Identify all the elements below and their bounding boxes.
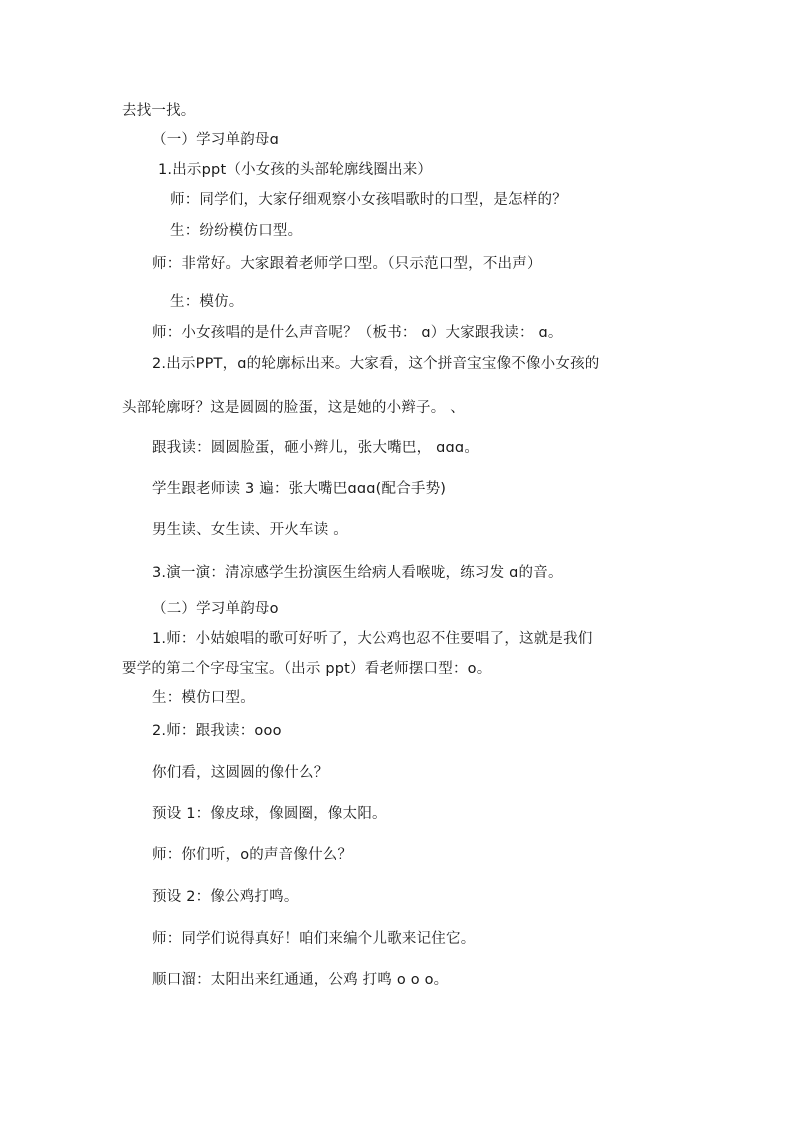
text-line: 师：你们听，o的声音像什么？ [152, 847, 353, 863]
text-line: 跟我读：圆圆脸蛋，砸小辫儿，张大嘴巴， ɑɑɑ。 [152, 440, 480, 456]
text-line: 师：小女孩唱的是什么声音呢？（板书： ɑ）大家跟我读： ɑ。 [152, 325, 563, 341]
text-line: 生：模仿口型。 [152, 690, 255, 706]
text-line: 学生跟老师读 3 遍：张大嘴巴ɑɑɑ(配合手势) [152, 481, 447, 497]
text-line: 师：非常好。大家跟着老师学口型。（只示范口型，不出声） [152, 256, 542, 272]
section-heading-o: （二）学习单韵母o [152, 601, 279, 617]
text-line: 3.演一演：清凉感学生扮演医生给病人看喉咙，练习发 ɑ的音。 [152, 565, 563, 581]
section-heading-a: （一）学习单韵母ɑ [152, 132, 280, 148]
text-line: 顺口溜：太阳出来红通通，公鸡 打鸣 o o o。 [152, 972, 449, 988]
text-line: 2.出示PPT，ɑ的轮廓标出来。大家看，这个拼音宝宝像不像小女孩的 [152, 356, 600, 372]
text-line: 生：纷纷模仿口型。 [170, 223, 303, 239]
text-line: 2.师：跟我读：ooo [152, 723, 282, 739]
text-line: 师：同学们，大家仔细观察小女孩唱歌时的口型，是怎样的？ [170, 192, 567, 208]
text-line: 师：同学们说得真好！咱们来编个儿歌来记住它。 [152, 931, 476, 947]
text-line: 预设 2：像公鸡打鸣。 [152, 889, 299, 905]
text-line: 去找一找。 [122, 103, 196, 119]
text-line: 1.师：小姑娘唱的歌可好听了，大公鸡也忍不住要唱了，这就是我们 [152, 631, 593, 647]
text-line: 男生读、女生读、开火车读 。 [152, 522, 348, 538]
text-line: 要学的第二个字母宝宝。（出示 ppt）看老师摆口型：o。 [122, 661, 492, 677]
text-line: 头部轮廓呀？这是圆圆的脸蛋，这是她的小辫子。 、 [122, 400, 465, 416]
text-line: 1.出示ppt（小女孩的头部轮廓线圈出来） [158, 162, 433, 178]
text-line: 生：模仿。 [170, 294, 244, 310]
text-line: 你们看，这圆圆的像什么？ [152, 765, 329, 781]
text-line: 预设 1：像皮球，像圆圈，像太阳。 [152, 806, 387, 822]
